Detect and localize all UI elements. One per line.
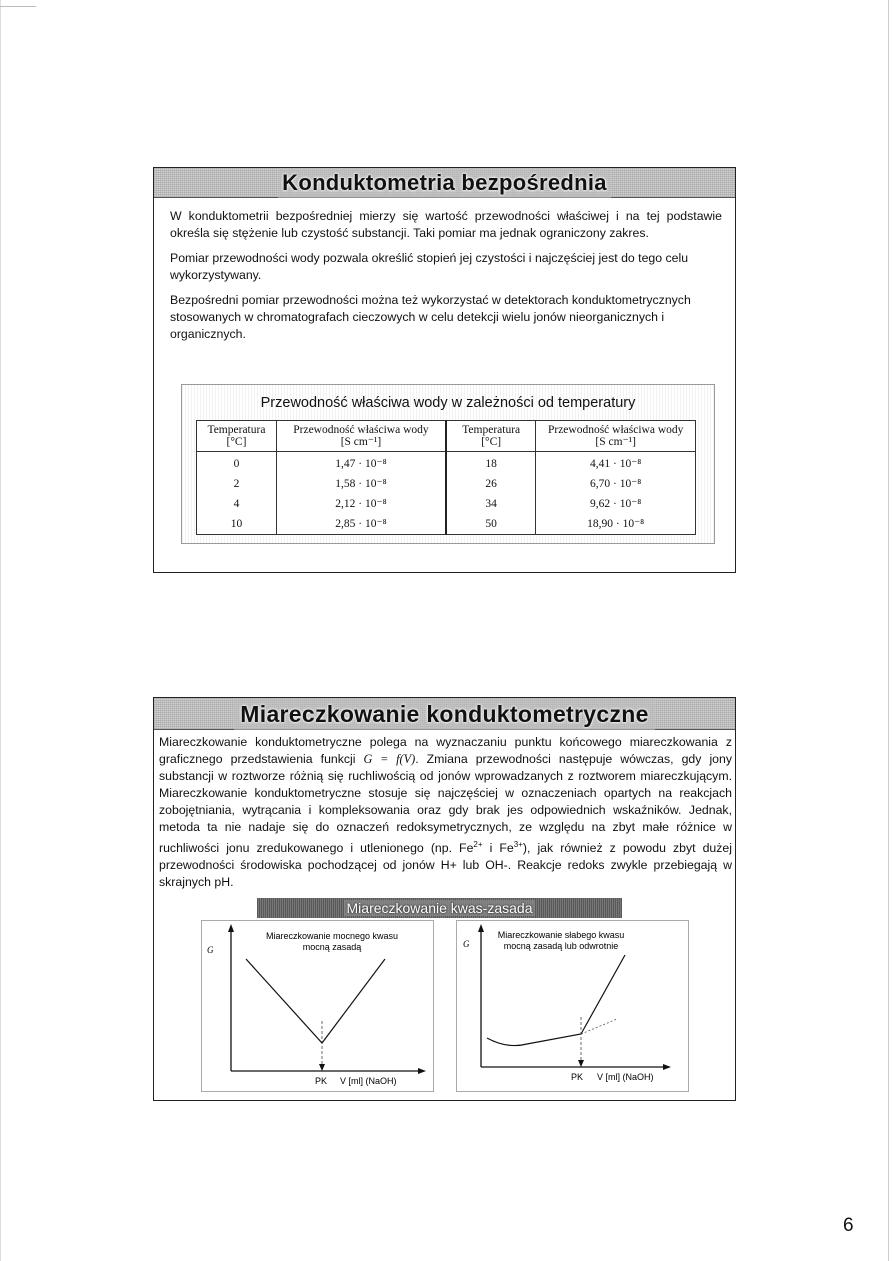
header-temperature-1: Temperatura [°C] — [197, 421, 277, 452]
header-conductivity-2: Przewodność właściwa wody [S cm⁻¹] — [536, 421, 696, 452]
subtitle: Miareczkowanie kwas-zasada — [344, 900, 536, 916]
table-cell: 9,62 · 10⁻⁸ — [536, 494, 696, 514]
paragraph-3: Bezpośredni pomiar przewodności można też wykorzystać w detektorach konduktometrycznych stosowanych w chromatografach cieczowych w celu detekcji wielu jonów nieorganicznych i organicznych. — [170, 293, 691, 341]
slide-body — [170, 208, 722, 351]
chart-title-line1: Miareczkowanie słabego kwasu — [497, 930, 625, 940]
slide-konduktometria — [153, 167, 736, 573]
header-conductivity-1: Przewodność właściwa wody [S cm⁻¹] — [276, 421, 446, 452]
table-cell: 1,47 · 10⁻⁸ — [276, 452, 446, 475]
table-row — [197, 514, 696, 535]
slide-title: Konduktometria bezpośrednia — [278, 168, 611, 198]
table-cell: 2,12 · 10⁻⁸ — [276, 494, 446, 514]
conductivity-table — [196, 420, 696, 535]
slide-title-banner — [154, 168, 735, 198]
table-cell: 4 — [197, 494, 277, 514]
titration-curve — [487, 955, 625, 1046]
paragraph-2: Pomiar przewodności wody pozwala określić stopień jej czystości i najczęściej jest do tego celu wykorzystywany. — [170, 251, 689, 282]
table-row — [197, 494, 696, 514]
slide-title: Miareczkowanie konduktometryczne — [234, 698, 654, 730]
x-axis-arrow-icon — [418, 1068, 426, 1074]
scan-edge-right — [888, 0, 889, 1261]
formula: G = f(V) — [363, 752, 416, 766]
page-number: 6 — [843, 1215, 854, 1236]
y-axis-arrow-icon — [228, 924, 234, 932]
header-temperature-2: Temperatura [°C] — [446, 421, 536, 452]
endpoint-arrow-icon — [319, 1064, 325, 1071]
chart-title-line2: mocną zasadą lub odwrotnie — [503, 941, 619, 951]
slide-title-banner — [154, 698, 735, 730]
paragraph-1: W konduktometrii bezpośredniej mierzy się wartość przewodności właściwej i na tej podstawie określa się stężenie lub czystość substancji. Taki pomiar ma jednak ograniczony zakres. — [170, 209, 722, 240]
subtitle-banner — [257, 898, 622, 918]
table-row — [197, 474, 696, 494]
table-cell: 2 — [197, 474, 277, 494]
chart-title-line2: mocną zasadą — [302, 942, 362, 952]
scan-edge-left — [0, 0, 1, 1261]
table-cell: 1,58 · 10⁻⁸ — [276, 474, 446, 494]
y-axis-label: G — [207, 945, 214, 955]
table-header-row — [197, 421, 696, 452]
table-cell: 50 — [446, 514, 536, 535]
table-cell: 4,41 · 10⁻⁸ — [536, 452, 696, 475]
y-axis-label: G — [463, 939, 470, 949]
endpoint-label: PK — [571, 1072, 584, 1082]
x-axis-label: V [ml] (NaOH) — [597, 1072, 654, 1082]
chart-weak-acid-svg — [457, 921, 690, 1093]
conductivity-table-frame — [181, 384, 715, 544]
titration-curve — [246, 959, 385, 1043]
table-cell: 18 — [446, 452, 536, 475]
paragraph: Miareczkowanie konduktometryczne polega na wyznaczaniu punktu końcowego miareczkowania z graficznego przedstawienia funkcji G = f(V). Zmiana przewodności następuje wówczas, gdy jony substancji w roztworze różnią się ruchliwością od jonów wprowadzanych z roztworem miareczkującym. Miareczkowanie konduktometryczne stosuje się najczęściej w oznaczeniach opartych na reakcjach zobojętniania, wytrącania i kompleksowania oraz gdy brak jes odpowiednich wskaźników. Jednak, metoda ta nie nadaje się do oznaczeń redoksymetrycznych, ze względu na zbyt małe różnice w ruchliwości jonu zredukowanego i utlenionego (np. $Fe^{2+}$ i $Fe^{3+}$), jak również z powodu zbyt dużej przewodności środowiska pochodzącej od jonów H+ lub OH-. Reakcje redoks zwykle przebiegają w skrajnych pH. — [159, 735, 732, 890]
table-cell: 26 — [446, 474, 536, 494]
chart-strong-acid-svg — [202, 921, 435, 1093]
slide-body — [159, 734, 732, 891]
table-cell: 18,90 · 10⁻⁸ — [536, 514, 696, 535]
slide-miareczkowanie — [153, 697, 736, 1101]
chart-title-line1: Miareczkowanie mocnego kwasu — [265, 931, 399, 941]
endpoint-arrow-icon — [578, 1060, 584, 1067]
extrapolation-line — [581, 1019, 617, 1034]
x-axis-arrow-icon — [663, 1064, 671, 1070]
table-cell: 0 — [197, 452, 277, 475]
x-axis-label: V [ml] (NaOH) — [340, 1076, 397, 1086]
chart-strong-acid — [201, 920, 434, 1092]
table-cell: 2,85 · 10⁻⁸ — [276, 514, 446, 535]
scan-edge-tick — [0, 6, 36, 7]
table-row — [197, 452, 696, 475]
table-cell: 6,70 · 10⁻⁸ — [536, 474, 696, 494]
endpoint-label: PK — [315, 1076, 328, 1086]
table-cell: 10 — [197, 514, 277, 535]
y-axis-arrow-icon — [478, 924, 484, 932]
table-title: Przewodność właściwa wody w zależności od temperatury — [260, 395, 636, 411]
chart-weak-acid — [456, 920, 689, 1092]
table-cell: 34 — [446, 494, 536, 514]
